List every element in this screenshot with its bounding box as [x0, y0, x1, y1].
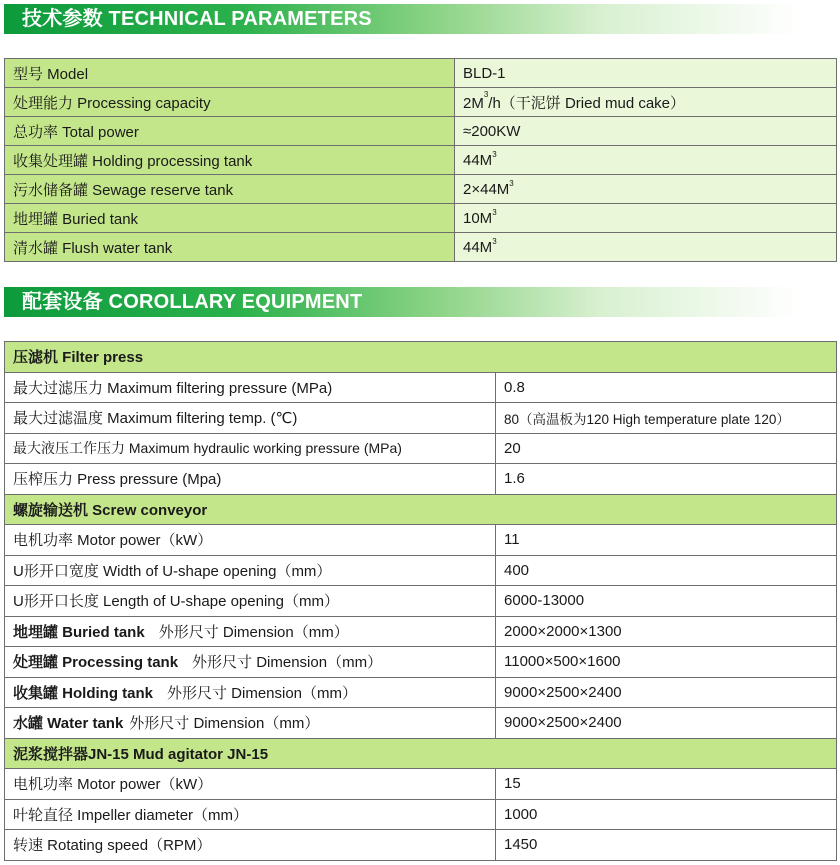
- spec-label: 最大液压工作压力 Maximum hydraulic working pressure (MPa): [5, 433, 496, 464]
- table-row: [5, 464, 837, 495]
- tank-dimension-label: 外形尺寸 Dimension（mm）: [192, 654, 383, 672]
- param-value-model: BLD-1: [455, 59, 837, 88]
- table-row: [5, 88, 837, 117]
- spec-label: U形开口宽度 Width of U-shape opening（mm）: [5, 555, 496, 586]
- spec-label: [5, 616, 496, 647]
- spec-value: 2000×2000×1300: [496, 616, 837, 647]
- spec-value: 1450: [496, 830, 837, 861]
- corollary-equipment-banner: 配套设备 COROLLARY EQUIPMENT: [4, 287, 800, 317]
- table-row: [5, 146, 837, 175]
- table-row: [5, 799, 837, 830]
- param-value-capacity: $2M^3/h$（干泥饼 Dried mud cake）: [455, 88, 837, 117]
- table-row: [5, 433, 837, 464]
- filter-press-header: 压滤机 Filter press: [5, 342, 837, 373]
- table-row: [5, 616, 837, 647]
- table-row: [5, 769, 837, 800]
- tank-dimension-label: 外形尺寸 Dimension（mm）: [129, 715, 320, 733]
- param-label-capacity: 处理能力 Processing capacity: [5, 88, 455, 117]
- spec-value: 0.8: [496, 372, 837, 403]
- spec-value: 1000: [496, 799, 837, 830]
- spec-label: 压榨压力 Press pressure (Mpa): [5, 464, 496, 495]
- technical-parameters-banner: 技术参数 TECHNICAL PARAMETERS: [4, 4, 800, 34]
- tank-name: 处理罐 Processing tank: [13, 654, 179, 672]
- param-value-buried-tank: $10M^3$: [455, 204, 837, 233]
- tank-dimension-label: 外形尺寸 Dimension（mm）: [158, 623, 349, 641]
- spec-label: 最大过滤压力 Maximum filtering pressure (MPa): [5, 372, 496, 403]
- screw-conveyor-header: 螺旋输送机 Screw conveyor: [5, 494, 837, 525]
- tank-dimension-label: 外形尺寸 Dimension（mm）: [167, 684, 358, 702]
- param-value-sewage-tank: $2\times 44M^3$: [455, 175, 837, 204]
- param-label-flush-tank: 清水罐 Flush water tank: [5, 233, 455, 262]
- param-label-model: 型号 Model: [5, 59, 455, 88]
- param-label-sewage-tank: 污水储备罐 Sewage reserve tank: [5, 175, 455, 204]
- spec-label: U形开口长度 Length of U-shape opening（mm）: [5, 586, 496, 617]
- param-label-holding-tank: 收集处理罐 Holding processing tank: [5, 146, 455, 175]
- spec-value: 6000-13000: [496, 586, 837, 617]
- spec-value: 11: [496, 525, 837, 556]
- table-row: [5, 403, 837, 434]
- section-header-row: [5, 494, 837, 525]
- tank-name: 水罐 Water tank: [13, 715, 124, 733]
- spec-label: 转速 Rotating speed（RPM）: [5, 830, 496, 861]
- spec-value: 11000×500×1600: [496, 647, 837, 678]
- param-value-flush-tank: $44M^3$: [455, 233, 837, 262]
- spec-label: [5, 647, 496, 678]
- table-row: [5, 708, 837, 739]
- mud-agitator-header: 泥浆搅拌器JN-15 Mud agitator JN-15: [5, 738, 837, 769]
- table-row: [5, 677, 837, 708]
- technical-parameters-table: [4, 58, 837, 262]
- corollary-equipment-table: [4, 341, 837, 861]
- param-value-holding-tank: $44M^3$: [455, 146, 837, 175]
- section-header-row: [5, 342, 837, 373]
- spec-value: 400: [496, 555, 837, 586]
- spec-label: 电机功率 Motor power（kW）: [5, 769, 496, 800]
- table-row: [5, 204, 837, 233]
- spec-value: 9000×2500×2400: [496, 677, 837, 708]
- spec-value: 1.6: [496, 464, 837, 495]
- spec-value: 80（高温板为120 High temperature plate 120）: [496, 403, 837, 434]
- table-row: [5, 372, 837, 403]
- table-row: [5, 555, 837, 586]
- param-label-buried-tank: 地埋罐 Buried tank: [5, 204, 455, 233]
- spec-label: [5, 677, 496, 708]
- spec-label: 叶轮直径 Impeller diameter（mm）: [5, 799, 496, 830]
- table-row: [5, 525, 837, 556]
- spec-value: 15: [496, 769, 837, 800]
- table-row: [5, 647, 837, 678]
- tank-name: 收集罐 Holding tank: [13, 684, 153, 702]
- table-row: [5, 830, 837, 861]
- param-value-power: ≈200KW: [455, 117, 837, 146]
- spec-label: [5, 708, 496, 739]
- table-row: [5, 233, 837, 262]
- spec-value: 20: [496, 433, 837, 464]
- spec-label: 电机功率 Motor power（kW）: [5, 525, 496, 556]
- table-row: [5, 586, 837, 617]
- param-label-power: 总功率 Total power: [5, 117, 455, 146]
- spec-label: 最大过滤温度 Maximum filtering temp. (℃): [5, 403, 496, 434]
- section-header-row: [5, 738, 837, 769]
- table-row: [5, 175, 837, 204]
- table-row: [5, 117, 837, 146]
- table-row: [5, 59, 837, 88]
- tank-name: 地埋罐 Buried tank: [13, 623, 145, 641]
- spec-value: 9000×2500×2400: [496, 708, 837, 739]
